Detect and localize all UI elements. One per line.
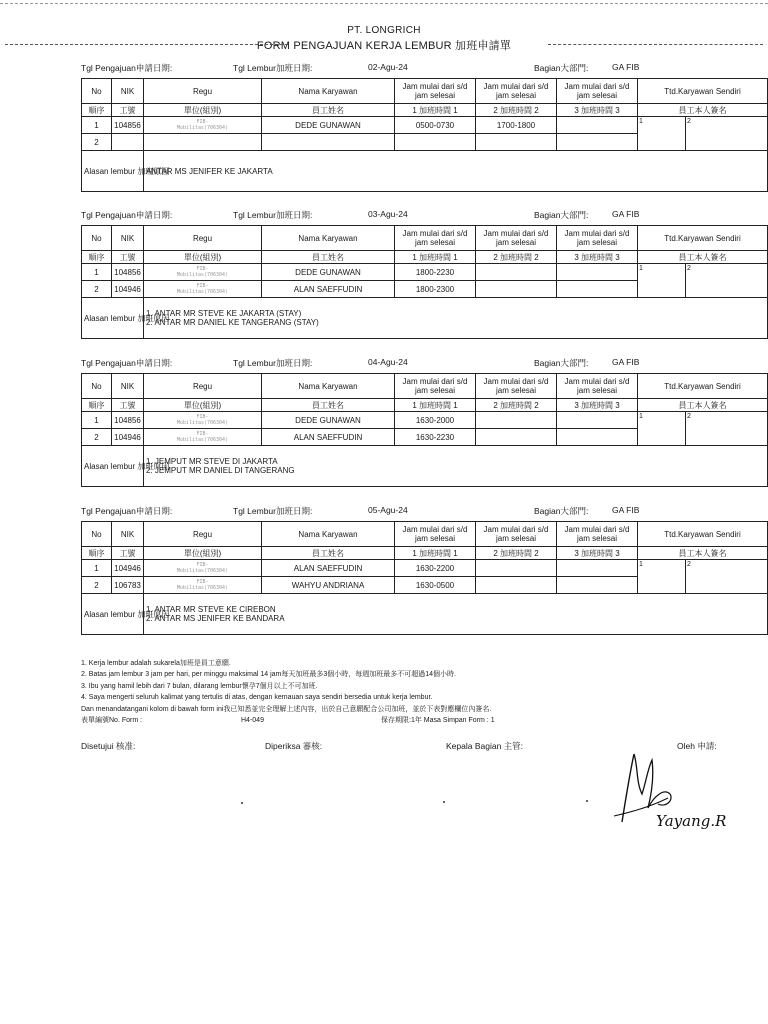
row-slot1: 1800-2300 [395,281,476,298]
row-regu-line: FIB- [196,119,209,125]
reason-label: Alasan lembur 加班原因 [82,446,144,487]
col-name-header: Nama Karyawan [262,226,395,251]
row-no: 2 [82,281,112,298]
row-regu-line: Mobilitas(706304) [176,272,229,278]
row-regu [144,134,262,151]
sub-slot1: 1 加班時間 1 [395,399,476,412]
overtime-date: 04-Agu-24 [368,357,408,367]
row-slot3 [557,577,638,594]
department-label: Bagian大部門: [534,210,589,220]
signature-cell-1[interactable] [638,412,686,446]
head-of-dept-label: Kepala Bagian 主管: [446,741,524,751]
col-name-header: Nama Karyawan [262,79,395,104]
overtime-date: 02-Agu-24 [368,62,408,72]
reason-line: ANTAR MS JENIFER KE JAKARTA [146,166,273,176]
row-no: 1 [82,560,112,577]
overtime-date: 03-Agu-24 [368,209,408,219]
row-slot2 [476,134,557,151]
note-4: 4. Saya mengerti seluruh kalimat yang tertulis di atas, dengan kemauan saya sendiri bersedia untuk kerja lembur. [81,694,433,702]
department-value: GA FIB [612,62,640,72]
sub-no: 順序 [82,104,112,117]
sub-slot3: 3 加班時間 3 [557,547,638,560]
reason-line: 1. JEMPUT MR STEVE DI JAKARTA [146,457,278,466]
row-slot3 [557,117,638,134]
sub-slot2: 2 加班時間 2 [476,399,557,412]
reason-line: 1. ANTAR MR STEVE KE CIREBON [146,605,276,614]
signature-cell-1[interactable] [638,117,686,151]
row-regu [144,117,262,134]
col-nik-header: NIK [112,522,144,547]
signature-cell-2[interactable] [686,264,768,298]
signature-cell-2[interactable] [686,412,768,446]
sub-no: 順序 [82,547,112,560]
note-5: Dan menandatangani kolom di bawah form ini我已知悉並完全理解上述內容，出於自己意願配合公司加班，並於下表對應欄位內簽名. [81,705,492,713]
reason-row [82,151,768,192]
row-slot3 [557,134,638,151]
row-slot2 [476,264,557,281]
signature-cell-1[interactable] [638,264,686,298]
row-regu [144,560,262,577]
col-slot2-header: Jam mulai dari s/d jam selesai [476,374,557,399]
row-no: 2 [82,429,112,446]
row-name: DEDE GUNAWAN [262,412,395,429]
col-no-header: No [82,226,112,251]
sub-slot3: 3 加班時間 3 [557,251,638,264]
row-regu-line: FIB- [196,579,209,585]
overtime-date-label: Tgl Lembur加班日期: [233,506,313,516]
row-slot3 [557,429,638,446]
row-nik: 106783 [112,577,144,594]
row-nik: 104946 [112,429,144,446]
submission-date-label: Tgl Pengajuan申請日期: [81,63,173,73]
row-regu-line: FIB- [196,414,209,420]
row-slot2: 1700-1800 [476,117,557,134]
form-no-value: H4-049 [241,717,264,725]
signature-num-2: 2 [687,413,691,420]
row-slot1 [395,134,476,151]
reason-label: Alasan lembur 加班原因 [82,151,144,192]
sub-slot3: 3 加班時間 3 [557,104,638,117]
signature-cell-1[interactable] [638,560,686,594]
row-nik: 104856 [112,117,144,134]
row-slot2 [476,429,557,446]
overtime-table [81,225,768,339]
department-value: GA FIB [612,209,640,219]
row-slot1: 1800-2230 [395,264,476,281]
applicant-signature [612,742,742,842]
sub-signature: 員工本人簽名 [638,399,768,412]
form-title: FORM PENGAJUAN KERJA LEMBUR 加班申請單 [256,40,512,52]
table-row [82,264,768,281]
reason-line: 2. JEMPUT MR DANIEL DI TANGERANG [146,466,295,475]
sub-regu: 單位(組別) [144,104,262,117]
row-regu-line: Mobilitas(706304) [176,420,229,426]
col-slot3-header: Jam mulai dari s/d jam selesai [557,374,638,399]
row-nik [112,134,144,151]
sub-slot2: 2 加班時間 2 [476,104,557,117]
row-regu-line: FIB- [196,266,209,272]
subheader-row [82,399,768,412]
row-regu-line: FIB- [196,562,209,568]
row-slot1: 1630-0500 [395,577,476,594]
scan-speck [241,802,243,804]
sub-slot1: 1 加班時間 1 [395,547,476,560]
row-regu-line: Mobilitas(706304) [176,437,229,443]
retention-info: 保存期限:1年 Masa Simpan Form : 1 [381,717,495,725]
reason-row [82,594,768,635]
sub-slot3: 3 加班時間 3 [557,399,638,412]
signature-num-1: 1 [639,118,643,125]
col-slot2-header: Jam mulai dari s/d jam selesai [476,79,557,104]
col-slot3-header: Jam mulai dari s/d jam selesai [557,79,638,104]
sub-slot2: 2 加班時間 2 [476,251,557,264]
sub-nik: 工號 [112,251,144,264]
col-slot1-header: Jam mulai dari s/d jam selesai [395,374,476,399]
reason-line: 2. ANTAR MR DANIEL KE TANGERANG (STAY) [146,318,319,327]
reason-row [82,446,768,487]
sub-nik: 工號 [112,547,144,560]
company-name: PT. LONGRICH [347,25,421,36]
row-no: 2 [82,134,112,151]
signature-num-1: 1 [639,265,643,272]
reason-row [82,298,768,339]
col-name-header: Nama Karyawan [262,374,395,399]
header-row [82,522,768,547]
row-no: 1 [82,264,112,281]
sub-regu: 單位(組別) [144,547,262,560]
notes-block [81,658,761,726]
overtime-date-label: Tgl Lembur加班日期: [233,210,313,220]
form-no-label: 表單編號No. Form : [81,717,143,725]
section-meta [81,357,767,371]
reason-text [144,594,768,635]
row-name: WAHYU ANDRIANA [262,577,395,594]
scan-edge [0,3,768,4]
signature-num-2: 2 [687,265,691,272]
col-signature-header: Ttd.Karyawan Sendiri [638,374,768,399]
overtime-table [81,521,768,635]
overtime-table [81,78,768,192]
signature-num-2: 2 [687,561,691,568]
sub-name: 員工姓名 [262,104,395,117]
department-label: Bagian大部門: [534,506,589,516]
sub-no: 順序 [82,399,112,412]
department-label: Bagian大部門: [534,63,589,73]
overtime-date-label: Tgl Lembur加班日期: [233,63,313,73]
row-regu-line: Mobilitas(706304) [176,585,229,591]
row-nik: 104946 [112,281,144,298]
col-regu-header: Regu [144,79,262,104]
col-signature-header: Ttd.Karyawan Sendiri [638,522,768,547]
sub-name: 員工姓名 [262,399,395,412]
header-row [82,226,768,251]
col-nik-header: NIK [112,374,144,399]
signature-name: Yayang.R [656,812,727,830]
sub-signature: 員工本人簽名 [638,251,768,264]
reason-line: 2. ANTAR MS JENIFER KE BANDARA [146,614,285,623]
row-name: ALAN SAEFFUDIN [262,560,395,577]
subheader-row [82,104,768,117]
sub-regu: 單位(組別) [144,251,262,264]
row-regu-line: Mobilitas(706304) [176,568,229,574]
sub-name: 員工姓名 [262,251,395,264]
col-nik-header: NIK [112,226,144,251]
scan-speck [443,801,445,803]
row-nik: 104856 [112,264,144,281]
row-slot3 [557,281,638,298]
sub-no: 順序 [82,251,112,264]
reason-text [144,151,768,192]
col-slot1-header: Jam mulai dari s/d jam selesai [395,522,476,547]
col-slot1-header: Jam mulai dari s/d jam selesai [395,79,476,104]
col-slot3-header: Jam mulai dari s/d jam selesai [557,226,638,251]
signature-cell-2[interactable] [686,560,768,594]
form-number-line [81,715,761,726]
reason-label: Alasan lembur 加班原因 [82,298,144,339]
row-nik: 104856 [112,412,144,429]
col-slot2-header: Jam mulai dari s/d jam selesai [476,226,557,251]
row-slot1: 1630-2230 [395,429,476,446]
title-rule-right [548,44,763,45]
reason-line: 1. ANTAR MR STEVE KE JAKARTA (STAY) [146,309,302,318]
col-regu-header: Regu [144,226,262,251]
sub-signature: 員工本人簽名 [638,547,768,560]
row-name: ALAN SAEFFUDIN [262,429,395,446]
row-nik: 104946 [112,560,144,577]
sub-nik: 工號 [112,104,144,117]
col-no-header: No [82,374,112,399]
header-row [82,79,768,104]
row-regu-line: FIB- [196,431,209,437]
reason-label: Alasan lembur 加班原因 [82,594,144,635]
row-name: DEDE GUNAWAN [262,264,395,281]
checked-by-label: Diperiksa 審核: [265,741,323,751]
signature-num-1: 1 [639,413,643,420]
col-slot2-header: Jam mulai dari s/d jam selesai [476,522,557,547]
row-regu-line: FIB- [196,283,209,289]
row-no: 2 [82,577,112,594]
sub-signature: 員工本人簽名 [638,104,768,117]
signature-cell-2[interactable] [686,117,768,151]
table-row [82,412,768,429]
department-label: Bagian大部門: [534,358,589,368]
row-name: DEDE GUNAWAN [262,117,395,134]
title-rule-left [5,44,288,45]
row-regu [144,412,262,429]
table-row [82,560,768,577]
row-regu [144,264,262,281]
note-3: 3. Ibu yang hamil lebih dari 7 bulan, dilarang lembur懷孕7個月以上不可加班. [81,682,318,690]
col-regu-header: Regu [144,522,262,547]
row-no: 1 [82,117,112,134]
sub-slot1: 1 加班時間 1 [395,251,476,264]
reason-text [144,446,768,487]
note-2: 2. Batas jam lembur 3 jam per hari, per minggu maksimal 14 jam每天加班最多3個小時，每週加班最多不可超過14個小時. [81,671,456,679]
submission-date-label: Tgl Pengajuan申請日期: [81,506,173,516]
note-1: 1. Kerja lembur adalah sukarela加班是員工意願. [81,660,231,667]
subheader-row [82,547,768,560]
section-meta [81,209,767,223]
col-signature-header: Ttd.Karyawan Sendiri [638,79,768,104]
sub-slot1: 1 加班時間 1 [395,104,476,117]
section-meta [81,505,767,519]
row-slot2 [476,412,557,429]
subheader-row [82,251,768,264]
applicant-label: Oleh 申請: [677,741,717,751]
row-slot3 [557,264,638,281]
section-meta [81,62,767,76]
col-regu-header: Regu [144,374,262,399]
row-regu [144,577,262,594]
col-no-header: No [82,79,112,104]
row-slot2 [476,577,557,594]
department-value: GA FIB [612,357,640,367]
scan-speck [586,800,588,802]
row-name [262,134,395,151]
row-slot2 [476,281,557,298]
submission-date-label: Tgl Pengajuan申請日期: [81,210,173,220]
row-regu-line: Mobilitas(706304) [176,289,229,295]
sub-nik: 工號 [112,399,144,412]
approved-by-label: Disetujui 核准: [81,741,136,751]
col-slot1-header: Jam mulai dari s/d jam selesai [395,226,476,251]
row-slot1: 1630-2200 [395,560,476,577]
col-name-header: Nama Karyawan [262,522,395,547]
table-row [82,117,768,134]
row-slot3 [557,412,638,429]
col-nik-header: NIK [112,79,144,104]
row-regu-line: Mobilitas(706304) [176,125,229,131]
reason-text [144,298,768,339]
row-no: 1 [82,412,112,429]
overtime-date-label: Tgl Lembur加班日期: [233,358,313,368]
sub-regu: 單位(組別) [144,399,262,412]
row-slot1: 1630-2000 [395,412,476,429]
signature-num-2: 2 [687,118,691,125]
row-slot1: 0500-0730 [395,117,476,134]
header-row [82,374,768,399]
row-slot2 [476,560,557,577]
sub-name: 員工姓名 [262,547,395,560]
row-regu [144,281,262,298]
signature-num-1: 1 [639,561,643,568]
row-name: ALAN SAEFFUDIN [262,281,395,298]
col-slot3-header: Jam mulai dari s/d jam selesai [557,522,638,547]
sub-slot2: 2 加班時間 2 [476,547,557,560]
col-signature-header: Ttd.Karyawan Sendiri [638,226,768,251]
col-no-header: No [82,522,112,547]
row-regu [144,429,262,446]
department-value: GA FIB [612,505,640,515]
submission-date-label: Tgl Pengajuan申請日期: [81,358,173,368]
row-slot3 [557,560,638,577]
overtime-table [81,373,768,487]
overtime-date: 05-Agu-24 [368,505,408,515]
